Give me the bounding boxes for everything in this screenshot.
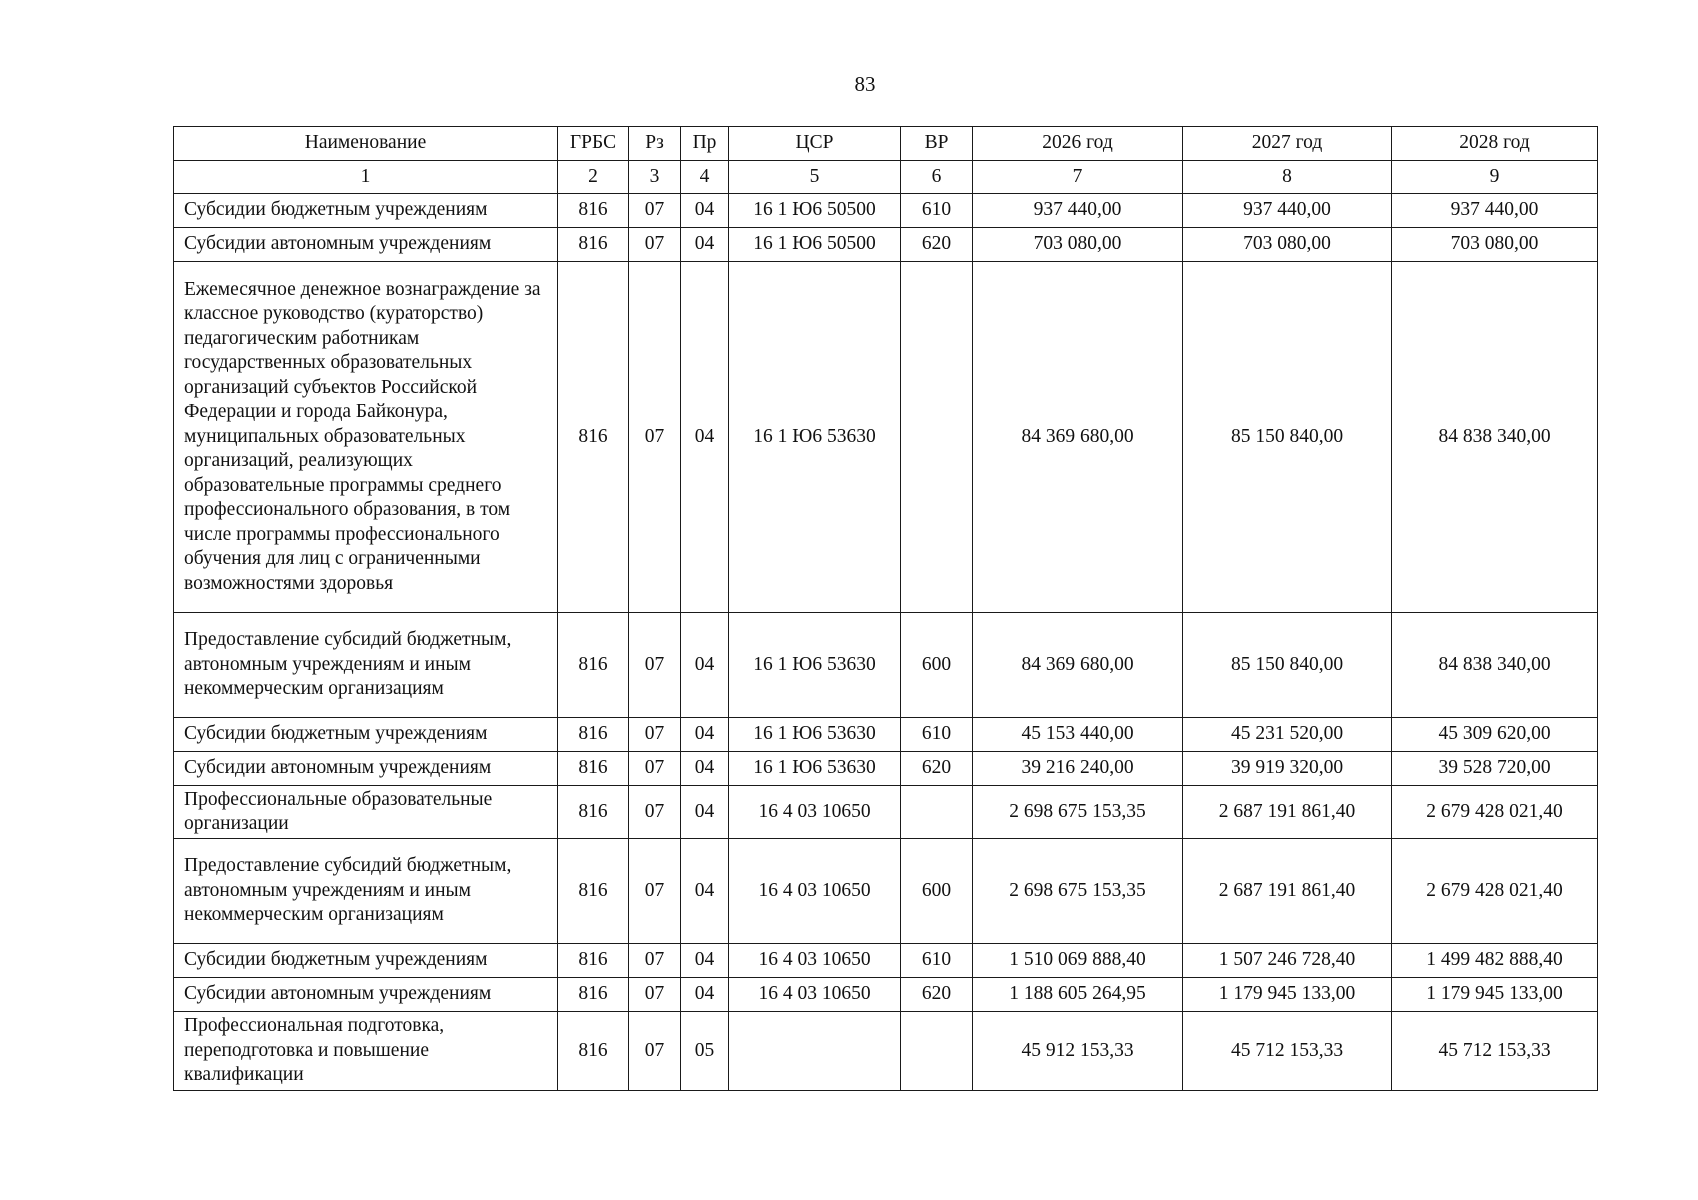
row-pr: 04 xyxy=(681,978,729,1012)
row-name: Предоставление субсидий бюджетным, автономным учреждениям и иным некоммерческим организациям xyxy=(174,839,558,944)
row-rz: 07 xyxy=(629,718,681,752)
row-pr: 04 xyxy=(681,262,729,613)
column-number-row xyxy=(174,161,1598,194)
row-rz: 07 xyxy=(629,613,681,718)
row-pr: 04 xyxy=(681,752,729,786)
row-csr: 16 4 03 10650 xyxy=(729,786,901,839)
row-2027: 937 440,00 xyxy=(1183,194,1392,228)
header-row xyxy=(174,127,1598,161)
row-2027: 45 712 153,33 xyxy=(1183,1012,1392,1091)
table-row xyxy=(174,752,1598,786)
column-number: 8 xyxy=(1183,161,1392,194)
row-grbs: 816 xyxy=(558,262,629,613)
row-pr: 04 xyxy=(681,228,729,262)
row-vr xyxy=(901,1012,973,1091)
row-vr: 620 xyxy=(901,978,973,1012)
row-2026: 937 440,00 xyxy=(973,194,1183,228)
row-csr: 16 4 03 10650 xyxy=(729,944,901,978)
header-2027: 2027 год xyxy=(1183,127,1392,161)
row-name: Субсидии бюджетным учреждениям xyxy=(174,194,558,228)
row-2026: 45 153 440,00 xyxy=(973,718,1183,752)
row-2028: 703 080,00 xyxy=(1392,228,1598,262)
row-2027: 1 179 945 133,00 xyxy=(1183,978,1392,1012)
column-number: 2 xyxy=(558,161,629,194)
row-2026: 45 912 153,33 xyxy=(973,1012,1183,1091)
table-row xyxy=(174,978,1598,1012)
table-row xyxy=(174,786,1598,839)
column-number: 9 xyxy=(1392,161,1598,194)
row-2027: 85 150 840,00 xyxy=(1183,613,1392,718)
row-name: Профессиональные образовательные организации xyxy=(174,786,558,839)
table-row xyxy=(174,718,1598,752)
header-vr: ВР xyxy=(901,127,973,161)
row-vr: 610 xyxy=(901,194,973,228)
row-2027: 703 080,00 xyxy=(1183,228,1392,262)
budget-table xyxy=(173,126,1598,1091)
row-2026: 703 080,00 xyxy=(973,228,1183,262)
column-number: 7 xyxy=(973,161,1183,194)
header-pr: Пр xyxy=(681,127,729,161)
row-grbs: 816 xyxy=(558,1012,629,1091)
row-2026: 2 698 675 153,35 xyxy=(973,786,1183,839)
row-vr: 600 xyxy=(901,613,973,718)
column-number: 5 xyxy=(729,161,901,194)
row-2028: 937 440,00 xyxy=(1392,194,1598,228)
row-grbs: 816 xyxy=(558,786,629,839)
row-2027: 39 919 320,00 xyxy=(1183,752,1392,786)
row-2027: 85 150 840,00 xyxy=(1183,262,1392,613)
row-name: Субсидии бюджетным учреждениям xyxy=(174,944,558,978)
row-2027: 45 231 520,00 xyxy=(1183,718,1392,752)
row-name: Предоставление субсидий бюджетным, автономным учреждениям и иным некоммерческим организациям xyxy=(174,613,558,718)
row-pr: 04 xyxy=(681,786,729,839)
row-csr: 16 4 03 10650 xyxy=(729,839,901,944)
header-name: Наименование xyxy=(174,127,558,161)
row-rz: 07 xyxy=(629,752,681,786)
row-2026: 1 510 069 888,40 xyxy=(973,944,1183,978)
row-vr: 620 xyxy=(901,228,973,262)
row-pr: 04 xyxy=(681,718,729,752)
row-grbs: 816 xyxy=(558,978,629,1012)
row-name: Субсидии бюджетным учреждениям xyxy=(174,718,558,752)
row-2026: 2 698 675 153,35 xyxy=(973,839,1183,944)
row-2027: 2 687 191 861,40 xyxy=(1183,786,1392,839)
column-number: 6 xyxy=(901,161,973,194)
row-pr: 05 xyxy=(681,1012,729,1091)
row-name: Ежемесячное денежное вознаграждение за классное руководство (кураторство) педагогическим работникам государственных образовательных организаций субъектов Российской Федерации и города Байконура, муниципальных образовательных организаций, реализующих образовательные программы среднего профессионального образования, в том числе программы профессионального обучения для лиц с ограниченными возможностями здоровья xyxy=(174,262,558,613)
row-grbs: 816 xyxy=(558,194,629,228)
row-rz: 07 xyxy=(629,1012,681,1091)
row-csr: 16 1 Ю6 53630 xyxy=(729,613,901,718)
row-vr xyxy=(901,786,973,839)
row-name: Субсидии автономным учреждениям xyxy=(174,978,558,1012)
row-csr: 16 1 Ю6 53630 xyxy=(729,718,901,752)
row-vr: 610 xyxy=(901,718,973,752)
table-row xyxy=(174,839,1598,944)
row-2028: 2 679 428 021,40 xyxy=(1392,839,1598,944)
row-name: Субсидии автономным учреждениям xyxy=(174,752,558,786)
row-name: Субсидии автономным учреждениям xyxy=(174,228,558,262)
row-2028: 84 838 340,00 xyxy=(1392,262,1598,613)
row-grbs: 816 xyxy=(558,718,629,752)
header-2026: 2026 год xyxy=(973,127,1183,161)
row-csr: 16 1 Ю6 53630 xyxy=(729,752,901,786)
header-grbs: ГРБС xyxy=(558,127,629,161)
page-number: 83 xyxy=(854,72,876,96)
row-2028: 45 712 153,33 xyxy=(1392,1012,1598,1091)
header-rz: Рз xyxy=(629,127,681,161)
row-vr: 600 xyxy=(901,839,973,944)
row-csr: 16 4 03 10650 xyxy=(729,978,901,1012)
row-csr: 16 1 Ю6 53630 xyxy=(729,262,901,613)
row-pr: 04 xyxy=(681,194,729,228)
table-row xyxy=(174,194,1598,228)
row-name: Профессиональная подготовка, переподготовка и повышение квалификации xyxy=(174,1012,558,1091)
row-rz: 07 xyxy=(629,944,681,978)
row-pr: 04 xyxy=(681,944,729,978)
row-2026: 84 369 680,00 xyxy=(973,613,1183,718)
row-2028: 1 179 945 133,00 xyxy=(1392,978,1598,1012)
row-rz: 07 xyxy=(629,786,681,839)
row-rz: 07 xyxy=(629,194,681,228)
row-rz: 07 xyxy=(629,839,681,944)
row-2028: 45 309 620,00 xyxy=(1392,718,1598,752)
row-vr: 620 xyxy=(901,752,973,786)
row-csr xyxy=(729,1012,901,1091)
row-grbs: 816 xyxy=(558,944,629,978)
column-number: 4 xyxy=(681,161,729,194)
table-row xyxy=(174,1012,1598,1091)
header-2028: 2028 год xyxy=(1392,127,1598,161)
row-pr: 04 xyxy=(681,839,729,944)
row-2026: 39 216 240,00 xyxy=(973,752,1183,786)
row-2028: 2 679 428 021,40 xyxy=(1392,786,1598,839)
header-csr: ЦСР xyxy=(729,127,901,161)
row-grbs: 816 xyxy=(558,752,629,786)
table-row xyxy=(174,613,1598,718)
column-number: 1 xyxy=(174,161,558,194)
row-rz: 07 xyxy=(629,228,681,262)
row-rz: 07 xyxy=(629,262,681,613)
table-row xyxy=(174,262,1598,613)
column-number: 3 xyxy=(629,161,681,194)
row-pr: 04 xyxy=(681,613,729,718)
row-2026: 84 369 680,00 xyxy=(973,262,1183,613)
row-2028: 1 499 482 888,40 xyxy=(1392,944,1598,978)
row-grbs: 816 xyxy=(558,228,629,262)
row-grbs: 816 xyxy=(558,839,629,944)
row-vr xyxy=(901,262,973,613)
row-grbs: 816 xyxy=(558,613,629,718)
row-csr: 16 1 Ю6 50500 xyxy=(729,228,901,262)
table-row xyxy=(174,944,1598,978)
row-vr: 610 xyxy=(901,944,973,978)
table-row xyxy=(174,228,1598,262)
row-2027: 2 687 191 861,40 xyxy=(1183,839,1392,944)
row-rz: 07 xyxy=(629,978,681,1012)
row-2027: 1 507 246 728,40 xyxy=(1183,944,1392,978)
row-2028: 84 838 340,00 xyxy=(1392,613,1598,718)
row-2028: 39 528 720,00 xyxy=(1392,752,1598,786)
row-2026: 1 188 605 264,95 xyxy=(973,978,1183,1012)
row-csr: 16 1 Ю6 50500 xyxy=(729,194,901,228)
